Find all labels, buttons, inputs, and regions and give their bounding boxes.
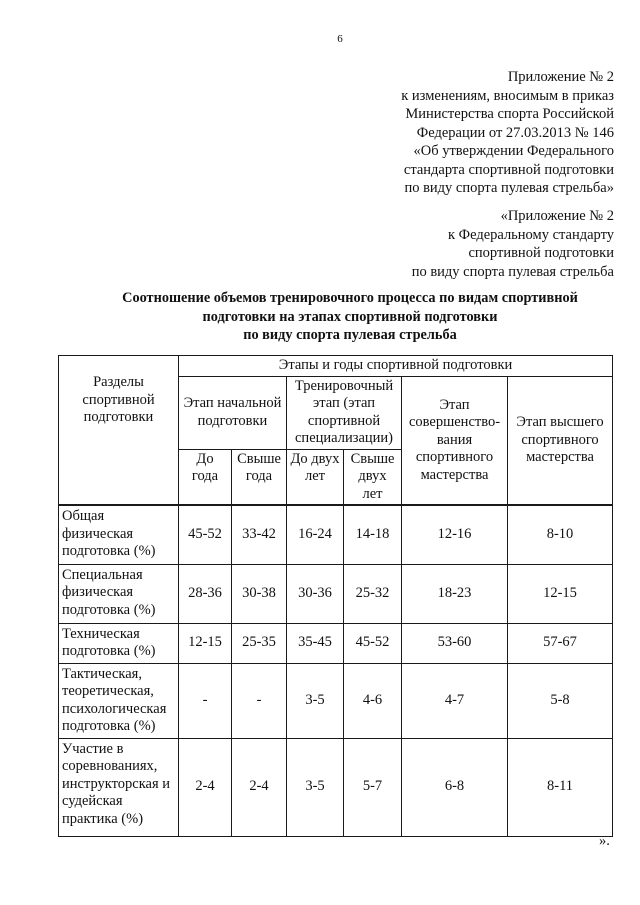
table-row: [59, 505, 613, 564]
table-cell: 2-4: [179, 738, 232, 836]
page-number: 6: [337, 33, 343, 45]
standard-reference-line: спортивной подготовки: [468, 245, 614, 261]
standard-reference-line: к Федеральному стандарту: [447, 226, 614, 243]
row-label: Общая физическая подготовка (%): [59, 505, 179, 564]
appendix-header-line: к изменениям, вносимым в приказ: [401, 87, 614, 104]
standard-reference-line: «Приложение № 2: [500, 208, 614, 224]
table-row: [59, 663, 613, 738]
table-cell: 6-8: [402, 738, 508, 836]
table-cell: 45-52: [179, 505, 232, 564]
table-cell: 4-6: [344, 663, 402, 738]
table-cell: 14-18: [344, 505, 402, 564]
header-sub-initial-2: Свыше года: [232, 449, 287, 505]
table-row: [59, 738, 613, 836]
table-cell: 5-7: [344, 738, 402, 836]
appendix-header-line: стандарта спортивной подготовки: [403, 161, 614, 178]
appendix-header-line: Федерации от 27.03.2013 № 146: [416, 124, 614, 141]
title-line: подготовки на этапах спортивной подготовки: [202, 308, 498, 325]
table-cell: 3-5: [287, 738, 344, 836]
table-cell: 8-11: [508, 738, 613, 836]
table-cell: 53-60: [402, 623, 508, 663]
closing-mark: ».: [599, 833, 610, 849]
header-stage-highest: Этап высшего спортивного мастерства: [508, 376, 613, 505]
header-stage-training: Тренировочный этап (этап спортивной специализации): [287, 376, 402, 449]
table-cell: 12-15: [179, 623, 232, 663]
row-label: Специальная физическая подготовка (%): [59, 564, 179, 623]
document-title: [60, 289, 640, 345]
header-sections: Разделы спортивной подготовки: [59, 356, 179, 506]
appendix-header-line: Министерства спорта Российской: [405, 106, 614, 122]
title-line: Соотношение объемов тренировочного процесса по видам спортивной: [122, 290, 578, 306]
table-cell: 57-67: [508, 623, 613, 663]
table-cell: 4-7: [402, 663, 508, 738]
table-cell: 25-32: [344, 564, 402, 623]
table-cell: 35-45: [287, 623, 344, 663]
header-stage-improvement: Этап совершенство-вания спортивного мастерства: [402, 376, 508, 505]
appendix-header: [401, 68, 614, 198]
table-cell: -: [232, 663, 287, 738]
table-cell: -: [179, 663, 232, 738]
table-cell: 30-38: [232, 564, 287, 623]
table-cell: 30-36: [287, 564, 344, 623]
table-cell: 3-5: [287, 663, 344, 738]
header-stage-initial: Этап начальной подготовки: [179, 376, 287, 449]
table-cell: 45-52: [344, 623, 402, 663]
row-label: Тактическая, теоретическая, психологическая подготовка (%): [59, 663, 179, 738]
table-cell: 5-8: [508, 663, 613, 738]
header-stages: Этапы и годы спортивной подготовки: [179, 356, 613, 377]
appendix-header-line: Приложение № 2: [507, 69, 614, 85]
table-cell: 18-23: [402, 564, 508, 623]
table-cell: 25-35: [232, 623, 287, 663]
table-cell: 33-42: [232, 505, 287, 564]
row-label: Участие в соревнованиях, инструкторская и судейская практика (%): [59, 738, 179, 836]
table-cell: 16-24: [287, 505, 344, 564]
header-sub-initial-1: До года: [179, 449, 232, 505]
header-sub-training-1: До двух лет: [287, 449, 344, 505]
appendix-header-line: по виду спорта пулевая стрельба»: [404, 180, 614, 196]
training-ratio-table: [58, 355, 613, 837]
table-cell: 28-36: [179, 564, 232, 623]
appendix-header-line: «Об утверждении Федерального: [413, 143, 614, 159]
row-label: Техническая подготовка (%): [59, 623, 179, 663]
standard-reference-line: по виду спорта пулевая стрельба: [411, 263, 614, 280]
table-cell: 12-15: [508, 564, 613, 623]
title-line: по виду спорта пулевая стрельба: [243, 327, 457, 343]
header-sub-training-2: Свыше двух лет: [344, 449, 402, 505]
table-cell: 2-4: [232, 738, 287, 836]
table-row: [59, 623, 613, 663]
table-cell: 12-16: [402, 505, 508, 564]
table-row: [59, 564, 613, 623]
standard-reference: [412, 207, 614, 281]
table-cell: 8-10: [508, 505, 613, 564]
